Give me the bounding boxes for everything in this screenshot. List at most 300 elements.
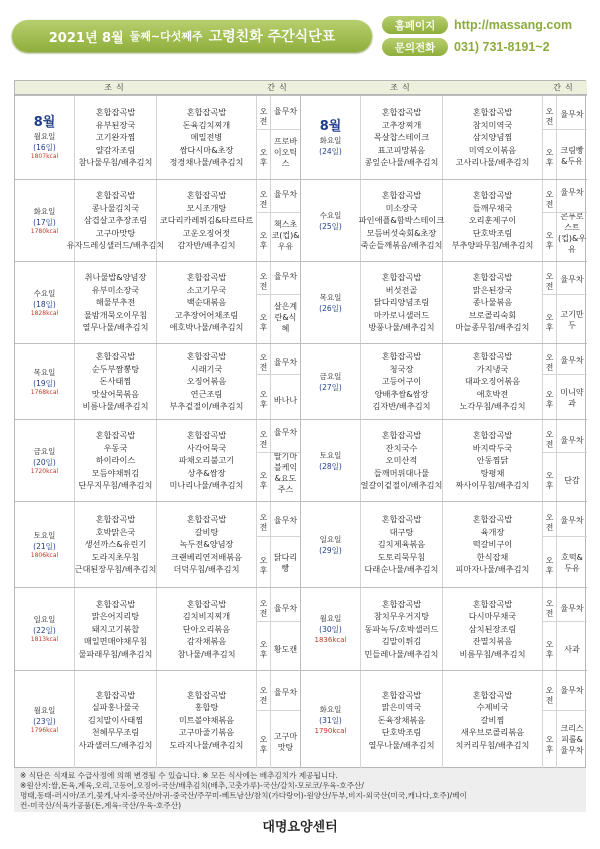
- menu-item: 단호박조림: [472, 227, 513, 238]
- day-entry: [15, 180, 301, 261]
- menu-item: 맑은어지리탕: [91, 611, 140, 622]
- weekday: 수요일: [33, 288, 56, 298]
- pm-label: 오후: [259, 148, 268, 168]
- pm-label: 오후: [545, 734, 554, 754]
- pm-label: 오후: [259, 734, 268, 754]
- menu-item: 모시조개탕: [186, 202, 227, 213]
- snack-pm: 고구마맛탕: [273, 731, 298, 752]
- week-row: [15, 95, 587, 179]
- column-header-snack: 간식: [543, 81, 587, 95]
- am-pm-cell: [257, 96, 271, 179]
- divider: [557, 294, 587, 295]
- menu-item: 고운오징어젓: [182, 227, 231, 238]
- menu-item: 쌈다시마&초장: [179, 144, 234, 155]
- weekday: 월요일: [33, 706, 56, 715]
- menu-item: 고기완자찜: [95, 132, 136, 143]
- day-entry: [301, 502, 587, 587]
- phone-number: 031) 731-8191~2: [454, 40, 550, 54]
- pm-label: 오후: [545, 555, 554, 575]
- menu-item: 혼합잡곡밥: [186, 351, 227, 362]
- am-pm-cell: [257, 344, 271, 419]
- am-pm-cell: [257, 420, 271, 501]
- divider: [257, 129, 270, 130]
- breakfast-cell: [361, 96, 443, 179]
- column-header-breakfast: 조식: [361, 81, 443, 95]
- menu-item: 혼합잡곡밥: [186, 514, 227, 525]
- calories: 1807kcal: [30, 152, 59, 160]
- dinner-cell: [443, 420, 543, 501]
- pm-label: 오후: [545, 230, 554, 250]
- menu-item: 비름나물/배추김치: [82, 401, 149, 412]
- calories: 1806kcal: [30, 551, 59, 559]
- snack-am: 율무차: [273, 688, 298, 698]
- note-line-4: 컨-미국산/식육가공품(돈,계육-국산/우육-호주산): [20, 801, 182, 810]
- menu-item: 백순대볶음: [186, 297, 227, 308]
- day-entry: [15, 262, 301, 343]
- am-pm-cell: [257, 588, 271, 670]
- menu-item: 혼합잡곡밥: [186, 430, 227, 441]
- am-label: 오전: [259, 106, 268, 126]
- divider: [257, 621, 270, 622]
- menu-item: 감자채볶음: [186, 636, 227, 647]
- snack-am: 율무차: [273, 604, 298, 613]
- pm-label: 오후: [259, 639, 268, 659]
- snack-pm: 살은계란&식혜: [273, 301, 298, 333]
- snack-cell: [557, 96, 587, 179]
- menu-item: 혼합잡곡밥: [472, 272, 513, 283]
- menu-item: 맛살어묵볶음: [91, 388, 140, 399]
- pm-label: 오후: [259, 470, 268, 490]
- column-header-breakfast: 조식: [75, 81, 157, 95]
- day-entry: [301, 262, 587, 343]
- weekday: 화요일: [319, 705, 342, 714]
- menu-item: 부추겉절이/배추김치: [169, 401, 244, 412]
- calories: 1836kcal: [314, 636, 347, 644]
- breakfast-cell: [361, 262, 443, 343]
- am-label: 오전: [545, 513, 554, 533]
- snack-pm: 크림빵&두유: [560, 145, 584, 166]
- day-cell: [15, 262, 75, 343]
- divider: [557, 129, 587, 130]
- date: (30일): [319, 625, 342, 634]
- am-label: 오전: [259, 352, 268, 372]
- divider: [543, 294, 556, 295]
- menu-item: 파채오리불고기: [178, 455, 235, 466]
- snack-am: 율무차: [560, 435, 584, 445]
- pm-label: 오후: [259, 390, 268, 410]
- menu-item: 미역오이볶음: [468, 144, 517, 155]
- week-row: [15, 419, 587, 501]
- date: (31일): [319, 716, 342, 725]
- am-label: 오전: [545, 685, 554, 705]
- snack-am: 율무차: [560, 355, 584, 365]
- menu-item: 혼합잡곡밥: [472, 689, 513, 700]
- weekday: 화요일: [319, 135, 342, 145]
- menu-item: 바지락두국: [472, 442, 513, 453]
- snack-cell: [271, 671, 301, 769]
- weekday: 금요일: [33, 446, 56, 456]
- menu-item: 실파홍나물국: [91, 702, 140, 713]
- menu-item: 혼합잡곡밥: [472, 598, 513, 609]
- menu-item: 혼합잡곡밥: [381, 689, 422, 700]
- snack-am: 율무차: [560, 516, 584, 525]
- date: (28일): [319, 461, 342, 471]
- menu-item: 감자반/배추김치: [177, 240, 236, 251]
- snack-cell: [557, 671, 587, 769]
- menu-item: 얄감자조림: [95, 144, 136, 155]
- menu-item: 도라지나물/배추김치: [169, 739, 244, 750]
- day-entry: [301, 588, 587, 670]
- weekday: 목요일: [319, 292, 342, 302]
- divider: [557, 452, 587, 453]
- menu-item: 브로콜리숙회: [468, 309, 517, 320]
- week-row: [15, 261, 587, 343]
- snack-cell: [271, 502, 301, 587]
- menu-item: 크랜베리연저배볶음: [170, 551, 243, 562]
- divider: [271, 294, 300, 295]
- pm-label: 오후: [259, 555, 268, 575]
- menu-item: 부추양파무침/배추김치: [451, 240, 534, 251]
- column-header-day: [301, 81, 361, 95]
- menu-item: 돈육장채볶음: [377, 714, 426, 725]
- calories: 1790kcal: [314, 727, 347, 735]
- menu-item: 갈비탕: [194, 526, 219, 537]
- breakfast-cell: [75, 502, 157, 587]
- note-line-2: ※원산지:쌀,돈육,계육,오리,고등어,오징어-국산/배추김치(배추,고춧가루)-국산/갈치-모로코/우육-호주산/: [20, 781, 364, 790]
- day-cell: [301, 420, 361, 501]
- date: (27일): [319, 382, 342, 392]
- menu-item: 오리훈제구이: [468, 215, 517, 226]
- menu-item: 녹두전&양념장: [179, 539, 234, 550]
- date: (29일): [319, 545, 342, 555]
- menu-item: 더덕무침/배추김치: [173, 564, 240, 575]
- pm-label: 오후: [545, 312, 554, 332]
- am-label: 오전: [545, 352, 554, 372]
- menu-item: 혼합잡곡밥: [381, 107, 422, 118]
- week-row: [15, 670, 587, 769]
- menu-item: 천혜무무조림: [91, 727, 140, 738]
- date: (23일): [33, 717, 56, 726]
- divider: [257, 452, 270, 453]
- divider: [257, 536, 270, 537]
- day-entry: [301, 420, 587, 501]
- date: (16일): [33, 142, 56, 152]
- snack-cell: [271, 588, 301, 670]
- am-pm-cell: [543, 96, 557, 179]
- note-line-1: ※ 식단은 식재료 수급사정에 의해 변경될 수 있습니다. ※ 모든 식사에는 배추김치가 제공됩니다.: [20, 771, 338, 780]
- day-entry: [15, 671, 301, 769]
- date: (22일): [33, 626, 56, 635]
- day-entry: [301, 344, 587, 419]
- menu-item: 오미산적: [385, 455, 418, 466]
- date: (20일): [33, 457, 56, 467]
- snack-pm: 딸기마블케익&요도주스: [273, 451, 298, 494]
- day-cell: [301, 180, 361, 261]
- snack-am: 율무차: [273, 190, 298, 200]
- week-row: [15, 179, 587, 261]
- snack-pm: 크리스피롤&율무차: [560, 723, 584, 755]
- day-cell: [301, 502, 361, 587]
- menu-item: 홍합탕: [194, 702, 219, 713]
- menu-item: 대파오징어볶음: [464, 376, 521, 387]
- menu-item: 혼합잡곡밥: [186, 598, 227, 609]
- divider: [257, 710, 270, 711]
- menu-item: 김치비지찌개: [182, 611, 231, 622]
- menu-item: 단호박조림: [381, 727, 422, 738]
- snack-am: 율무차: [560, 604, 584, 613]
- menu-item: 육개장: [480, 526, 505, 537]
- dinner-cell: [157, 96, 257, 179]
- menu-item: 콩나물김치국: [91, 202, 140, 213]
- divider: [271, 452, 300, 453]
- menu-item: 잔치국수: [385, 442, 418, 453]
- page-title: 고령친화 주간식단표: [208, 29, 336, 45]
- menu-item: 사과샐러드/배추김치: [78, 739, 153, 750]
- dinner-cell: [443, 588, 543, 670]
- menu-item: 코다리카레튀김&타르타르: [159, 215, 254, 226]
- month-label: 8월: [33, 114, 56, 130]
- snack-cell: [557, 180, 587, 261]
- menu-item: 열무나물/배추김치: [368, 739, 435, 750]
- menu-item: 수제비국: [476, 702, 509, 713]
- menu-item: 양배추쌈&쌈장: [374, 388, 429, 399]
- menu-item: 정경채나물/배추김치: [169, 157, 244, 168]
- menu-item: 비름무침/배추김치: [459, 648, 526, 659]
- menu-item: 피마자나물/배추김치: [455, 564, 530, 575]
- breakfast-cell: [361, 671, 443, 769]
- menu-item: 민들레나물/배추김치: [364, 648, 439, 659]
- menu-item: 시래기국: [190, 363, 223, 374]
- breakfast-cell: [361, 502, 443, 587]
- snack-cell: [271, 344, 301, 419]
- snack-am: 율무차: [560, 109, 584, 119]
- divider: [543, 536, 556, 537]
- divider: [543, 129, 556, 130]
- divider: [257, 294, 270, 295]
- menu-item: 혼합잡곡밥: [95, 689, 136, 700]
- day-entry: [15, 420, 301, 501]
- breakfast-cell: [75, 96, 157, 179]
- column-header-dinner: [157, 81, 257, 95]
- menu-item: 참치미역국: [472, 119, 513, 130]
- breakfast-cell: [358, 180, 445, 261]
- weeks-range: 둘째~다섯째주: [129, 30, 203, 43]
- snack-am: 율무차: [560, 187, 584, 197]
- calories: 1768kcal: [30, 388, 59, 396]
- snack-pm: 바나나: [273, 395, 298, 405]
- am-label: 오전: [545, 430, 554, 450]
- snack-pm: 사과: [564, 645, 580, 654]
- menu-item: 가지냉국: [476, 363, 509, 374]
- day-entry: [301, 671, 587, 769]
- homepage-link[interactable]: http://massang.com: [454, 18, 573, 32]
- divider: [543, 621, 556, 622]
- divider: [557, 710, 587, 711]
- note-line-3: 명태,동태-러시아/조기,꽃게,낙지-중국산/아귀-중국산/주꾸미-베트남산/참치(가다랑어)-원양산/두부,비지-외국산(미국,캐나다,호주)/베이: [20, 791, 467, 800]
- menu-item: 유부된장국: [95, 119, 136, 130]
- menu-item: 혼합잡곡밥: [472, 514, 513, 525]
- menu-item: 애호박나물/배추김치: [169, 322, 244, 333]
- divider: [271, 212, 300, 213]
- menu-item: 안동찜닭: [476, 455, 509, 466]
- menu-item: 잔멸치볶음: [472, 636, 513, 647]
- menu-item: 단무지무침/배추김치: [78, 480, 153, 491]
- day-cell: [301, 96, 361, 179]
- menu-item: 삼겹살고추장조림: [83, 215, 148, 226]
- am-pm-cell: [543, 180, 557, 261]
- menu-item: 고추장어어채조림: [174, 309, 239, 320]
- date: (26일): [319, 303, 342, 313]
- divider: [271, 536, 300, 537]
- menu-item: 혼합잡곡밥: [95, 598, 136, 609]
- menu-item: 다시마무채국: [468, 611, 517, 622]
- snack-am: 율무차: [560, 275, 584, 284]
- menu-item: 김치제육볶음: [377, 539, 426, 550]
- snack-am: 율무차: [273, 106, 298, 116]
- menu-item: 떡갈비구이: [472, 539, 513, 550]
- menu-item: 혼합잡곡밥: [381, 272, 422, 283]
- menu-item: 유부미소장국: [91, 284, 140, 295]
- menu-item: 표고피망볶음: [377, 144, 426, 155]
- menu-item: 콩잎순나물/배추김치: [364, 157, 439, 168]
- menu-item: 메밀전병: [190, 132, 223, 143]
- menu-item: 들깨머위대나물: [373, 467, 430, 478]
- snack-pm: 고기만두: [560, 310, 584, 330]
- menu-item: 혼합잡곡밥: [381, 598, 422, 609]
- weekday: 수요일: [319, 210, 342, 220]
- weekday: 화요일: [33, 206, 56, 216]
- snack-pm: 호떡&두유: [561, 553, 583, 573]
- menu-item: 혼합잡곡밥: [95, 351, 136, 362]
- menu-item: 혼합잡곡밥: [186, 107, 227, 118]
- date: (19일): [33, 378, 56, 388]
- pm-label: 오후: [545, 148, 554, 168]
- breakfast-cell: [66, 180, 165, 261]
- snack-cell: [271, 96, 301, 179]
- day-cell: [15, 96, 75, 179]
- menu-item: 삼치양념찜: [472, 132, 513, 143]
- contact-labels: [382, 16, 448, 60]
- snack-cell: [271, 262, 301, 343]
- menu-item: 김말이튀김: [381, 636, 422, 647]
- day-entry: [15, 502, 301, 587]
- breakfast-cell: [75, 671, 157, 769]
- menu-item: 미나리나물/배추김치: [169, 480, 244, 491]
- menu-item: 도라지초무침: [91, 551, 140, 562]
- day-cell: [301, 262, 361, 343]
- am-pm-cell: [543, 502, 557, 587]
- divider: [271, 374, 300, 375]
- divider: [557, 374, 587, 375]
- menu-table: [14, 80, 586, 768]
- snack-am: 율무차: [273, 358, 298, 368]
- am-label: 오전: [259, 685, 268, 705]
- am-pm-cell: [543, 588, 557, 670]
- breakfast-cell: [361, 344, 443, 419]
- menu-item: 고사리나물/배추김치: [455, 157, 530, 168]
- divider: [543, 212, 556, 213]
- pm-label: 오후: [545, 390, 554, 410]
- dinner-cell: [157, 671, 257, 769]
- menu-item: 모듬버섯숙회&초장: [366, 227, 437, 238]
- dinner-cell: [157, 180, 257, 261]
- snack-cell: [557, 262, 587, 343]
- menu-item: 혼합잡곡밥: [381, 351, 422, 362]
- menu-item: 맑은미역국: [381, 702, 422, 713]
- snack-pm: 책스초코(컵)&우유: [271, 219, 300, 251]
- am-pm-cell: [257, 180, 271, 261]
- menu-item: 미소장국: [385, 202, 418, 213]
- week-row: [15, 501, 587, 587]
- divider: [543, 452, 556, 453]
- menu-item: 김치말이사태찜: [87, 714, 144, 725]
- menu-item: 돼지고기볶찹: [91, 623, 140, 634]
- snack-pm: 프로바이오틱스: [273, 137, 298, 169]
- day-cell: [15, 344, 75, 419]
- snack-am: 율무차: [273, 516, 298, 525]
- divider: [271, 129, 300, 130]
- breakfast-cell: [361, 420, 443, 501]
- dinner-cell: [157, 344, 257, 419]
- weekday: 토요일: [319, 450, 342, 460]
- menu-item: 우동국: [103, 442, 128, 453]
- column-header-day: [15, 81, 75, 95]
- calories: 1828kcal: [30, 309, 59, 317]
- weekday: 토요일: [33, 530, 56, 540]
- divider: [557, 212, 587, 213]
- snack-pm: 미니약과: [560, 387, 584, 408]
- menu-item: 마카로니샐러드: [373, 309, 430, 320]
- snack-am: 율무차: [560, 685, 584, 695]
- divider: [557, 621, 587, 622]
- date: (25일): [319, 221, 342, 231]
- menu-item: 청국장: [389, 363, 414, 374]
- am-pm-cell: [543, 344, 557, 419]
- menu-item: 혼합잡곡밥: [472, 190, 513, 201]
- menu-item: 마늘종무침/배추김치: [455, 322, 530, 333]
- menu-item: 열무나물/배추김치: [82, 322, 149, 333]
- menu-item: 상추&쌈장: [187, 467, 226, 478]
- menu-item: 오징어볶음: [186, 376, 227, 387]
- am-label: 오전: [259, 190, 268, 210]
- dinner-cell: [443, 262, 543, 343]
- menu-item: 참나물/배추김치: [177, 648, 236, 659]
- menu-item: 취나물밥&양념장: [84, 272, 147, 283]
- day-cell: [15, 588, 75, 670]
- menu-item: 고등어구이: [381, 376, 422, 387]
- menu-item: 돈육김치찌개: [182, 119, 231, 130]
- menu-item: 고구마줄기볶음: [178, 727, 235, 738]
- menu-item: 파인애플&함박스테이크: [358, 215, 445, 226]
- menu-item: 한식잡채: [476, 551, 509, 562]
- menu-item: 방풍나물/배추김치: [368, 322, 435, 333]
- calories: 1813kcal: [30, 636, 59, 643]
- am-label: 오전: [545, 106, 554, 126]
- menu-item: 맑은된장국: [472, 284, 513, 295]
- snack-cell: [271, 180, 301, 261]
- weekday: 일요일: [319, 534, 342, 544]
- menu-item: 갈비찜: [480, 714, 505, 725]
- dinner-cell: [157, 420, 257, 501]
- menu-item: 종나물볶음: [472, 297, 513, 308]
- divider: [557, 536, 587, 537]
- weekday: 월요일: [319, 614, 342, 623]
- menu-item: 물밤개묵오이무침: [83, 309, 148, 320]
- am-pm-cell: [543, 671, 557, 769]
- menu-item: 고추장찌개: [381, 119, 422, 130]
- menu-item: 혼합잡곡밥: [95, 190, 136, 201]
- menu-item: 연근조림: [190, 388, 223, 399]
